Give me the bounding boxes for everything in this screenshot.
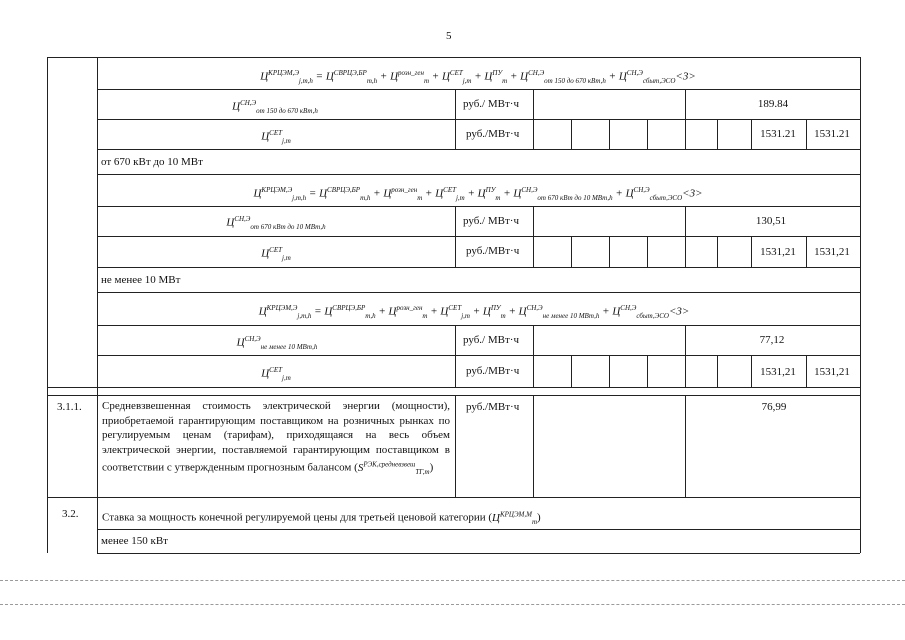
- row-divider: [97, 206, 860, 207]
- column-divider: [751, 355, 752, 387]
- row-divider: [97, 236, 860, 237]
- column-divider: [533, 325, 534, 387]
- column-divider: [455, 89, 456, 149]
- row-divider: [97, 267, 860, 268]
- column-divider: [717, 355, 718, 387]
- column-divider: [751, 119, 752, 149]
- unit-cell: руб./ МВт·ч: [463, 215, 519, 227]
- section-311-text: Средневзвешенная стоимость электрической энергии (мощности), приобретаемой гарантирующим поставщиком на розничных рынках по регулируемым ценам (тарифам), приходящаяся на весь объем электрической энергии, поставляемой гарантирующим поставщиком в соответствии с утвержденным прогнозным балансом $(S^{РЭК,средневзвеш}_{ТГ,m})$: [102, 400, 450, 476]
- value-sn-ge10: 77,12: [759, 334, 785, 346]
- section-32-text: Ставка за мощность конечной регулируемой цены для третьей ценовой категории $(Ц^{КРЦЭМ,М}_m)$: [102, 510, 541, 526]
- row-divider: [97, 89, 860, 90]
- label-set: $Ц^{СЕТ}_{j,m}$: [261, 246, 291, 262]
- formula-150-670: $Ц^{КРЦЭМ,Э}_{j,m,h} = Ц^{СВРЦЭ,БР}_{m,h} + Ц^{розн\_ген}_m + Ц^{СЕТ}_{j,m} + Ц^{ПУ}_m + Ц^{СН,Э}_{от 150 до 670 кВт,h} + Ц^{СН,Э}_{сбыт,ЭСО}<3>$: [260, 69, 696, 85]
- column-divider: [685, 395, 686, 497]
- formula-670-10: $Ц^{КРЦЭМ,Э}_{j,m,h} = Ц^{СВРЦЭ,БР}_{m,h} + Ц^{розн\_ген}_m + Ц^{СЕТ}_{j,m} + Ц^{ПУ}_m + Ц^{СН,Э}_{от 670 кВт до 10 МВт,h} + Ц^{СН,Э}_{сбыт,ЭСО}<3>$: [253, 186, 703, 202]
- value-set: 1531,21: [760, 246, 796, 258]
- column-divider: [455, 395, 456, 497]
- column-divider: [806, 119, 807, 149]
- row-divider: [97, 292, 860, 293]
- row-divider: [47, 387, 860, 388]
- row-divider: [97, 149, 860, 150]
- column-divider: [97, 57, 98, 553]
- formula-ge10: $Ц^{КРЦЭМ,Э}_{j,m,h} = Ц^{СВРЦЭ,БР}_{m,h} + Ц^{розн\_ген}_m + Ц^{СЕТ}_{j,m} + Ц^{ПУ}_m + Ц^{СН,Э}_{не менее 10 МВт,h} + Ц^{СН,Э}_{сбыт,ЭСО}<3>$: [258, 304, 690, 320]
- table-border-right: [860, 57, 861, 553]
- column-divider: [685, 355, 686, 387]
- column-divider: [609, 119, 610, 149]
- unit-cell: руб./ МВт·ч: [463, 334, 519, 346]
- value-sn-670-10: 130,51: [755, 215, 787, 227]
- range-label: от 670 кВт до 10 МВт: [101, 156, 203, 168]
- column-divider: [571, 355, 572, 387]
- label-set: $Ц^{СЕТ}_{j,m}$: [261, 129, 291, 145]
- unit-cell: руб./МВт·ч: [466, 401, 520, 413]
- column-divider: [751, 236, 752, 267]
- row-divider: [97, 529, 860, 530]
- row-divider: [47, 497, 860, 498]
- range-label: менее 150 кВт: [101, 535, 168, 547]
- table-border-top: [47, 57, 860, 58]
- value-set: 1531.21: [760, 128, 796, 140]
- label-sn-ge10: $Ц^{СН,Э}_{не менее 10 МВт,h}$: [236, 335, 318, 351]
- table-border-left: [47, 57, 48, 553]
- row-divider: [97, 355, 860, 356]
- value-set: 1531,21: [814, 366, 850, 378]
- value-avg-cost: 76,99: [761, 401, 787, 413]
- section-number: 3.2.: [62, 508, 79, 520]
- range-label: не менее 10 МВт: [101, 274, 181, 286]
- table-border-bottom: [97, 553, 860, 554]
- column-divider: [455, 206, 456, 267]
- column-divider: [533, 206, 534, 267]
- column-divider: [571, 236, 572, 267]
- value-set: 1531.21: [814, 128, 850, 140]
- column-divider: [609, 236, 610, 267]
- label-set: $Ц^{СЕТ}_{j,m}$: [261, 366, 291, 382]
- column-divider: [685, 119, 686, 149]
- column-divider: [806, 355, 807, 387]
- row-divider: [97, 119, 860, 120]
- unit-cell: руб./МВт·ч: [466, 128, 520, 140]
- column-divider: [647, 355, 648, 387]
- label-sn-150-670: $Ц^{СН,Э}_{от 150 до 670 кВт,h}$: [232, 99, 318, 115]
- column-divider: [806, 236, 807, 267]
- column-divider: [647, 236, 648, 267]
- unit-cell: руб./ МВт·ч: [463, 98, 519, 110]
- perforation-line: [0, 604, 905, 605]
- page-number: 5: [446, 30, 452, 42]
- column-divider: [609, 355, 610, 387]
- column-divider: [717, 119, 718, 149]
- label-sn-670-10: $Ц^{СН,Э}_{от 670 кВт до 10 МВт,h}$: [226, 215, 326, 231]
- unit-cell: руб./МВт·ч: [466, 365, 520, 377]
- perforation-line: [0, 580, 905, 581]
- column-divider: [685, 206, 686, 236]
- capacity-rate-symbol: $Ц^{КРЦЭМ,М}_m$: [492, 510, 538, 526]
- column-divider: [571, 119, 572, 149]
- row-divider: [47, 395, 860, 396]
- column-divider: [455, 325, 456, 387]
- row-divider: [97, 325, 860, 326]
- row-divider: [97, 174, 860, 175]
- avg-cost-symbol: $S^{РЭК,средневзвеш}_{ТГ,m}$: [357, 460, 430, 476]
- column-divider: [685, 325, 686, 355]
- value-sn-150-670: 189.84: [757, 98, 789, 110]
- value-set: 1531,21: [760, 366, 796, 378]
- unit-cell: руб./МВт·ч: [466, 245, 520, 257]
- column-divider: [685, 89, 686, 119]
- column-divider: [685, 236, 686, 267]
- column-divider: [533, 395, 534, 497]
- column-divider: [533, 89, 534, 149]
- section-number: 3.1.1.: [57, 401, 82, 413]
- column-divider: [717, 236, 718, 267]
- value-set: 1531,21: [814, 246, 850, 258]
- column-divider: [647, 119, 648, 149]
